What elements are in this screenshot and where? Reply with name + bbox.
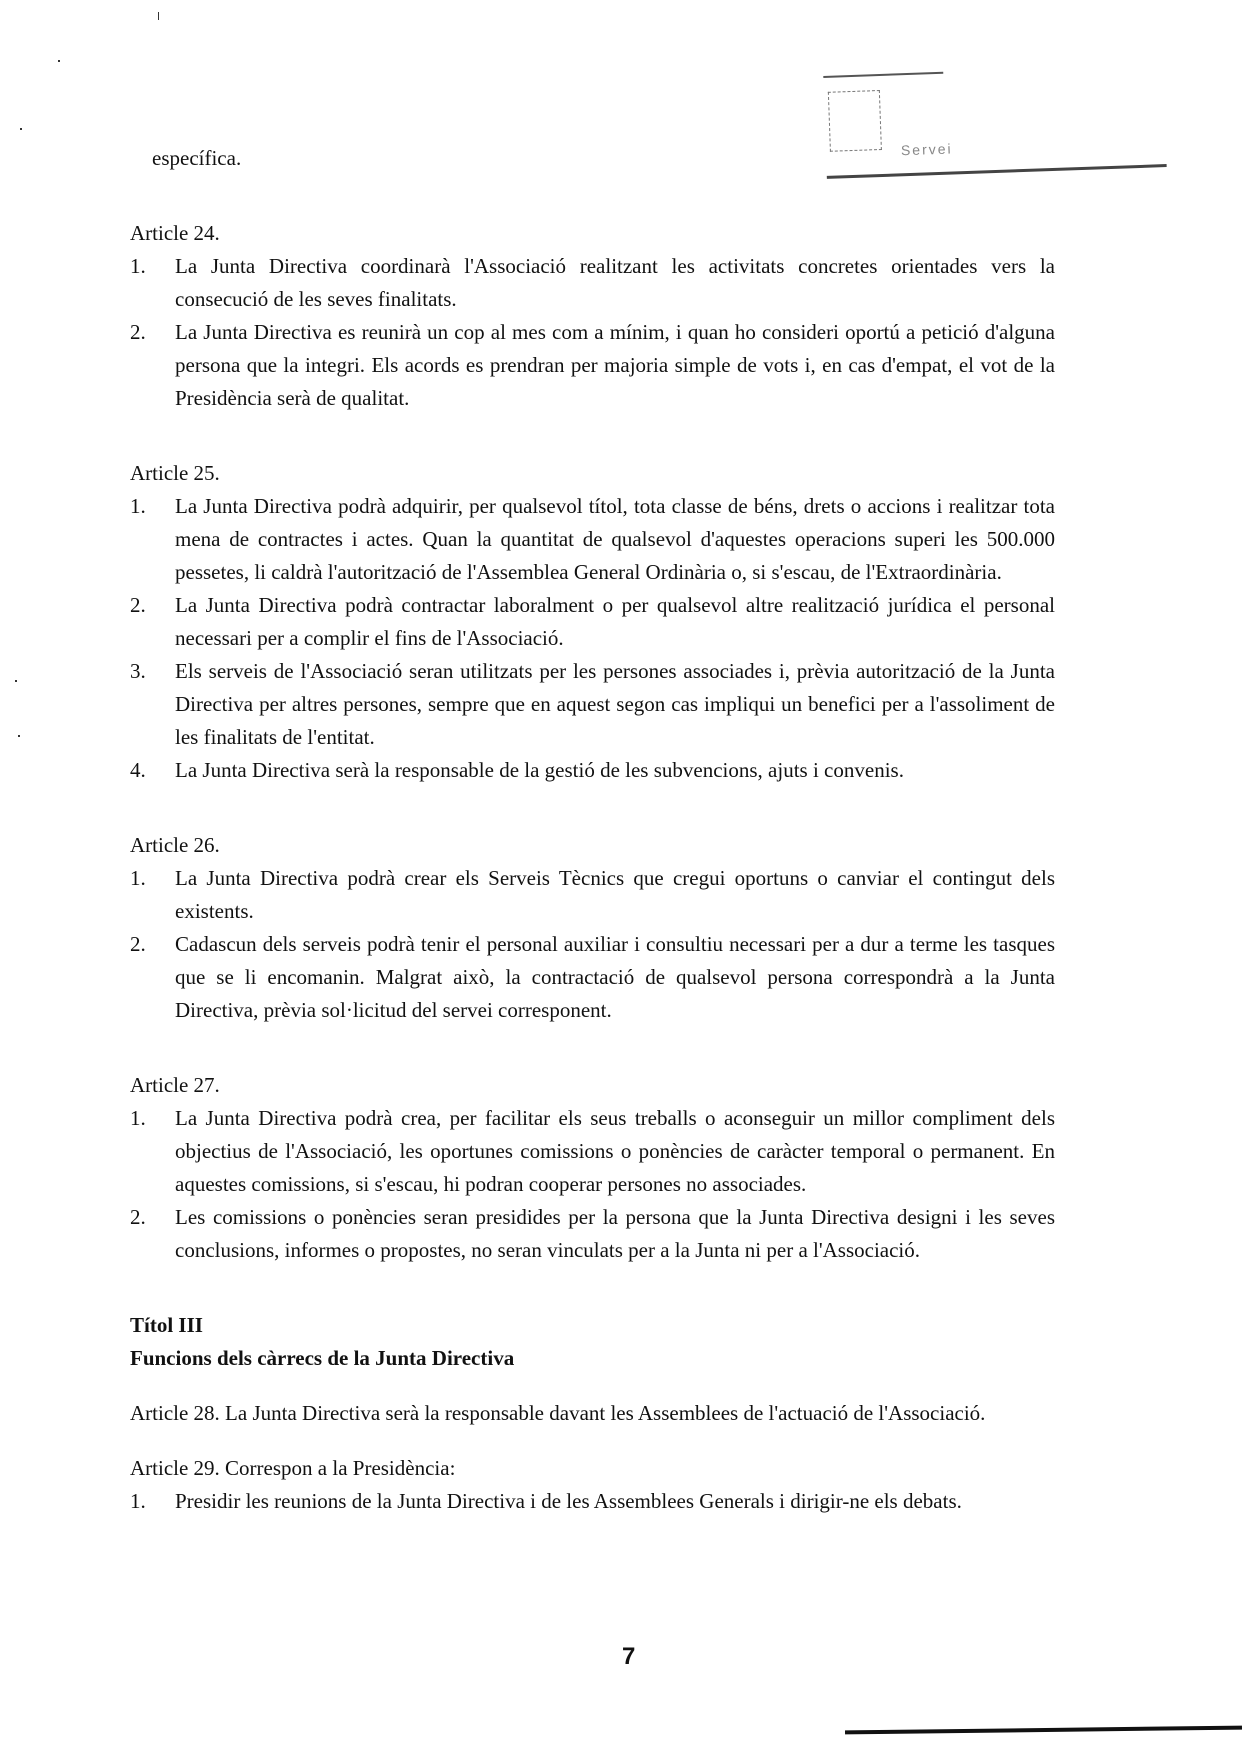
article-item [130, 589, 1055, 655]
article-item [130, 250, 1055, 316]
item-text: La Junta Directiva es reunirà un cop al mes com a mínim, i quan ho consideri oportú a petició d'alguna persona que la integri. Els acords es prendran per majoria simple de vots i, en cas d'empat, el vot de la Presidència serà de qualitat. [175, 320, 1055, 410]
item-number: 4. [130, 758, 146, 782]
continuation-text: específica. [152, 146, 242, 170]
item-text: La Junta Directiva podrà contractar laboralment o per qualsevol altre realització jurídica el personal necessari per a complir el fins de l'Associació. [175, 593, 1055, 650]
article-title: Article 27. [130, 1073, 220, 1097]
article-title: Article 24. [130, 221, 220, 245]
article-item [130, 862, 1055, 928]
article-26 [130, 829, 1055, 1027]
item-text: Cadascun dels serveis podrà tenir el personal auxiliar i consultiu necessari per a dur a terme les tasques que se li encomanin. Malgrat això, la contractació de qualsevol persona correspondrà a la Junta Directiva, prèvia sol·licitud del servei corresponent. [175, 932, 1055, 1022]
article-item [130, 490, 1055, 589]
article-title: Article 25. [130, 461, 220, 485]
section-title: Títol III [130, 1313, 203, 1337]
article-title: Article 26. [130, 833, 220, 857]
item-number: 1. [130, 1106, 146, 1130]
scan-speck [58, 60, 60, 62]
item-text: Presidir les reunions de la Junta Directiva i de les Assemblees Generals i dirigir-ne els debats. [175, 1489, 962, 1513]
scan-speck [20, 128, 22, 130]
item-number: 2. [130, 932, 146, 956]
article-27 [130, 1069, 1055, 1267]
item-text: La Junta Directiva podrà crea, per facilitar els seus treballs o aconseguir un millor compliment dels objectius de l'Associació, les oportunes comissions o ponències de caràcter temporal o permanent. En aquestes comissions, si s'escau, hi podran cooperar persones no associades. [175, 1106, 1055, 1196]
scan-speck [18, 735, 20, 737]
article-28 [130, 1397, 1055, 1430]
article-title: Article 29. Correspon a la Presidència: [130, 1456, 456, 1480]
item-number: 2. [130, 320, 146, 344]
article-25 [130, 457, 1055, 787]
document-body [130, 142, 1055, 1518]
item-text: Els serveis de l'Associació seran utilitzats per les persones associades i, prèvia autorització de la Junta Directiva per altres persones, sempre que en aquest segon cas impliqui un benefici per a l'assoliment de les finalitats de l'entitat. [175, 659, 1055, 749]
article-29 [130, 1452, 1055, 1518]
article-item [130, 754, 1055, 787]
item-number: 1. [130, 1489, 146, 1513]
article-item [130, 655, 1055, 754]
stamp-text: Servei [900, 140, 953, 159]
item-text: La Junta Directiva serà la responsable de la gestió de les subvencions, ajuts i convenis. [175, 758, 904, 782]
scan-speck [15, 680, 17, 682]
article-28-text: Article 28. La Junta Directiva serà la responsable davant les Assemblees de l'actuació de l'Associació. [130, 1401, 986, 1425]
item-number: 3. [130, 659, 146, 683]
article-item [130, 1201, 1055, 1267]
article-item [130, 928, 1055, 1027]
article-item [130, 316, 1055, 415]
article-24 [130, 217, 1055, 415]
item-number: 1. [130, 254, 146, 278]
item-number: 1. [130, 494, 146, 518]
footer-rule [845, 1726, 1242, 1735]
item-text: La Junta Directiva podrà adquirir, per qualsevol títol, tota classe de béns, drets o accions i realitzar tota mena de contractes i actes. Quan la quantitat de qualsevol d'aquestes operacions superi les 500.000 pessetes, li caldrà l'autorització de l'Assemblea General Ordinària o, si s'escau, de l'Extraordinària. [175, 494, 1055, 584]
item-text: La Junta Directiva coordinarà l'Associació realitzant les activitats concretes orientades vers la consecució de les seves finalitats. [175, 254, 1055, 311]
scan-speck [158, 12, 159, 20]
item-text: Les comissions o ponències seran presidides per la persona que la Junta Directiva designi i les seves conclusions, informes o propostes, no seran vinculats per a la Junta ni per a l'Associació. [175, 1205, 1055, 1262]
section-subtitle: Funcions dels càrrecs de la Junta Directiva [130, 1346, 515, 1370]
item-text: La Junta Directiva podrà crear els Serveis Tècnics que cregui oportuns o canviar el contingut dels existents. [175, 866, 1055, 923]
article-item [130, 1485, 1055, 1518]
item-number: 1. [130, 866, 146, 890]
page-number: 7 [622, 1643, 636, 1670]
item-number: 2. [130, 593, 146, 617]
section-heading [130, 1309, 1055, 1375]
stamp-line [823, 72, 943, 78]
article-item [130, 1102, 1055, 1201]
item-number: 2. [130, 1205, 146, 1229]
